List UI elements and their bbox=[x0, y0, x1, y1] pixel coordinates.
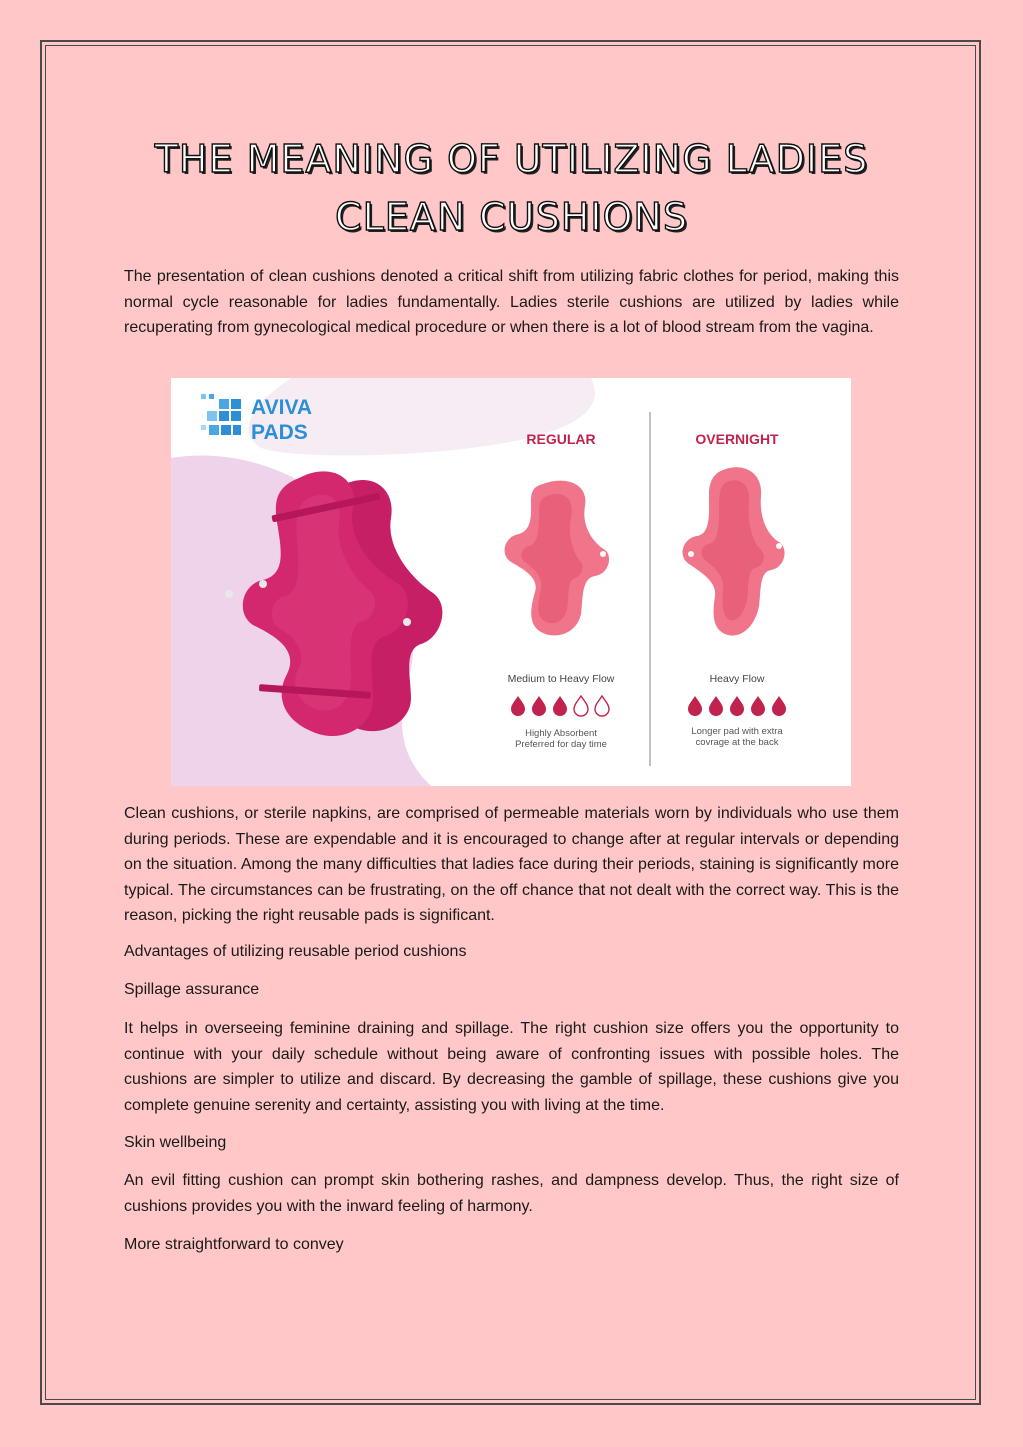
aviva-logo-icon bbox=[201, 394, 241, 435]
regular-note-line2: Preferred for day time bbox=[515, 739, 607, 750]
brand-line2: PADS bbox=[251, 421, 308, 444]
brand-line1: AVIVA bbox=[251, 396, 313, 419]
heading-convey: More straightforward to convey bbox=[124, 1236, 344, 1253]
regular-pad bbox=[505, 481, 610, 636]
body-paragraph-3: An evil fitting cushion can prompt skin bothering rashes, and dampness develop. Thus, the right size of cushions provides you with the inward feeling of harmony. bbox=[124, 1172, 899, 1215]
regular-note-line1: Highly Absorbent bbox=[525, 728, 597, 739]
page-title: THE MEANING OF UTILIZING LADIES CLEAN CUSHIONS bbox=[154, 137, 869, 239]
overnight-pad bbox=[683, 467, 785, 635]
overnight-note-line1: Longer pad with extra bbox=[691, 726, 783, 737]
overnight-drops-icon bbox=[688, 696, 786, 716]
overnight-flow: Heavy Flow bbox=[709, 673, 765, 685]
overnight-note-line2: covrage at the back bbox=[695, 737, 779, 748]
regular-flow: Medium to Heavy Flow bbox=[507, 673, 615, 685]
regular-drops-icon bbox=[511, 696, 609, 716]
heading-spillage: Spillage assurance bbox=[124, 981, 260, 998]
body-paragraph-2: It helps in overseeing feminine draining and spillage. The right cushion size offers you the opportunity to continue with your daily schedule without being aware of confronting issues with possible holes. The cushions are simpler to utilize and discard. By decreasing the gamble of spillage, these cushions give you complete genuine serenity and certainty, assisting you with living at the time. bbox=[124, 1020, 899, 1114]
body-paragraph-1: Clean cushions, or sterile napkins, are comprised of permeable materials worn by individuals who use them during periods. These are expendable and it is encouraged to change after at regular intervals or depending on the situation. Among the many difficulties that ladies face during their periods, staining is significantly more typical. The circumstances can be frustrating, on the off chance that not dealt with the correct way. This is the reason, picking the right reusable pads is significant. bbox=[124, 805, 899, 924]
overnight-label: OVERNIGHT bbox=[695, 431, 779, 447]
product-image bbox=[171, 378, 851, 786]
product-illustration bbox=[171, 378, 851, 786]
intro-paragraph: The presentation of clean cushions denoted a critical shift from utilizing fabric clothes for period, making this normal cycle reasonable for ladies fundamentally. Ladies sterile cushions are utilized by ladies while recuperating from gynecological medical procedure or when there is a lot of blood stream from the vagina. bbox=[124, 268, 899, 336]
heading-advantages: Advantages of utilizing reusable period cushions bbox=[124, 943, 467, 960]
heading-skin: Skin wellbeing bbox=[124, 1134, 227, 1151]
regular-label: REGULAR bbox=[526, 431, 596, 447]
